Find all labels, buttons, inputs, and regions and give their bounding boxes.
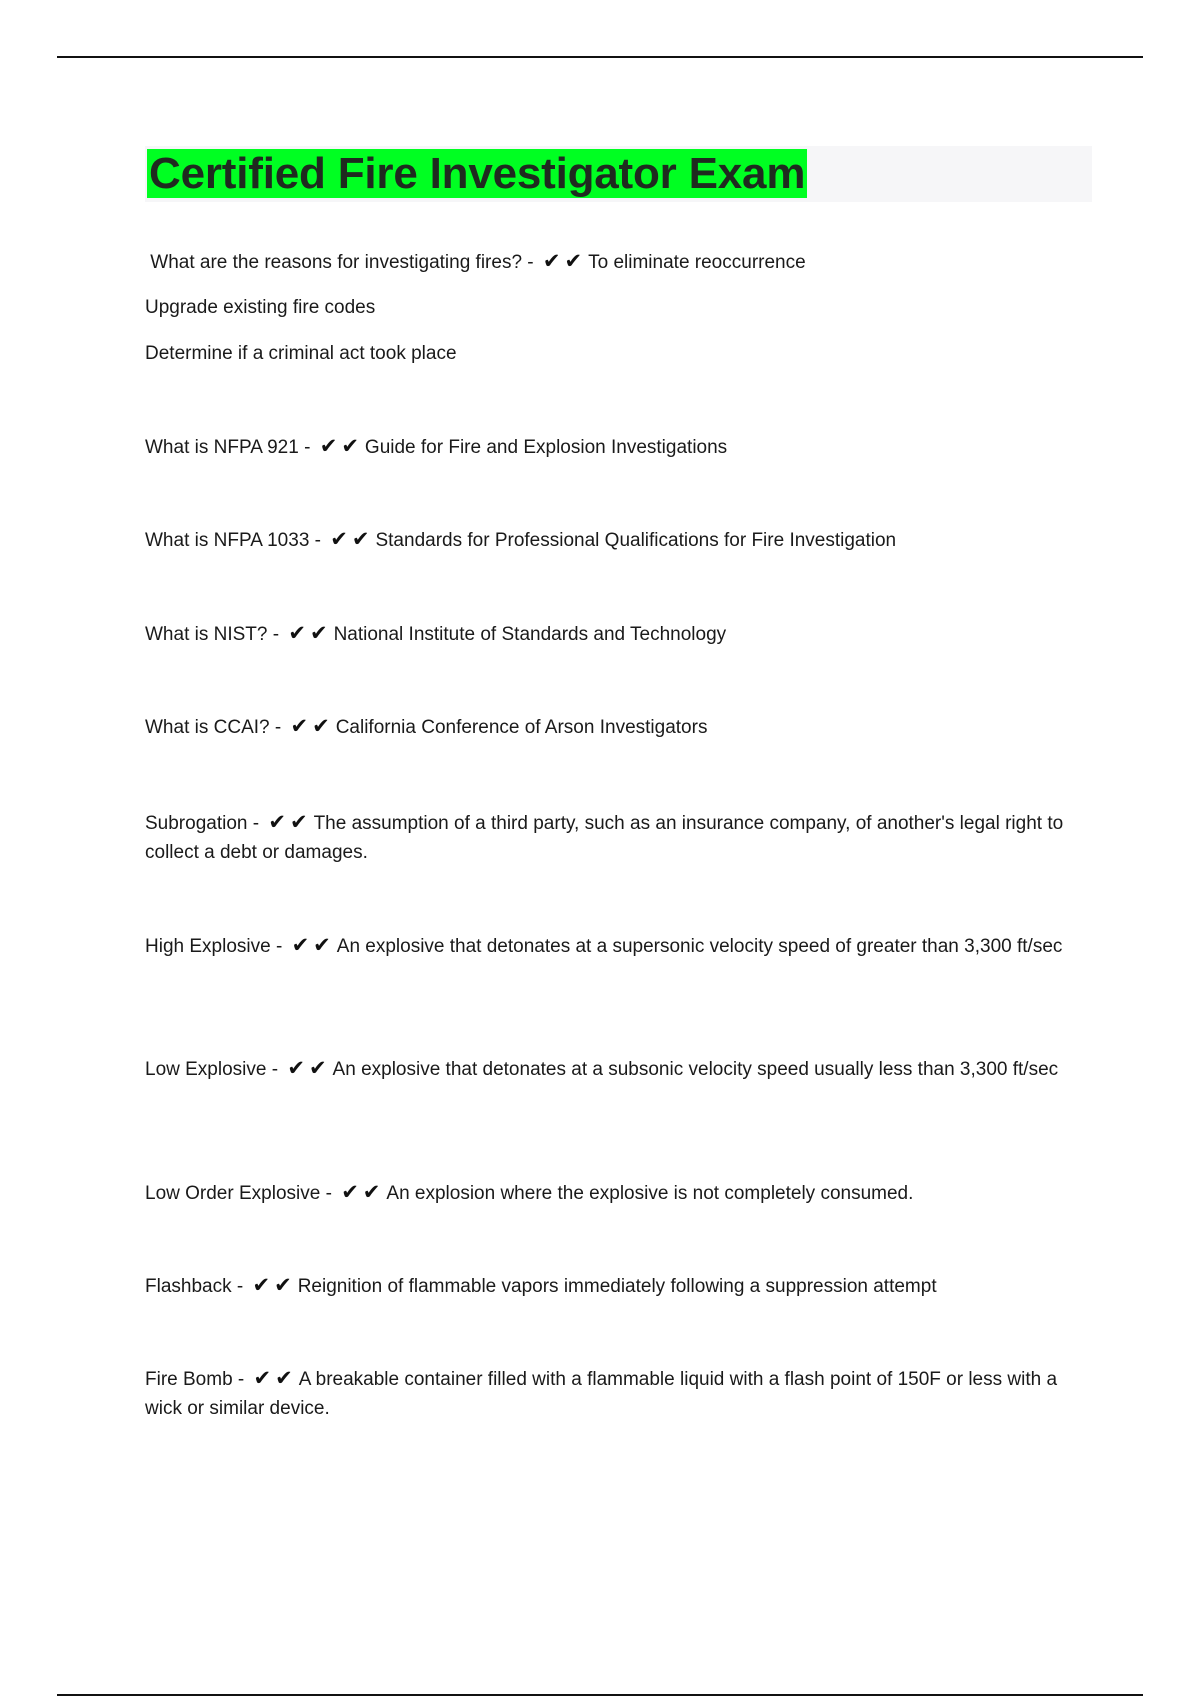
checkmark-icon: ✔✔: [253, 1366, 297, 1390]
question-text: What is NFPA 1033 -: [145, 530, 321, 551]
page-title: [145, 146, 809, 202]
checkmark-icon: ✔✔: [268, 810, 312, 834]
answer-text: An explosive that detonates at a subsonic velocity speed usually less than 3,300 ft/sec: [332, 1059, 1059, 1080]
qa-item: [145, 247, 1075, 277]
qa-item: [145, 1271, 1075, 1301]
question-text: Flashback -: [145, 1276, 244, 1297]
question-text: What are the reasons for investigating fires? -: [145, 252, 534, 273]
checkmark-icon: ✔✔: [291, 933, 335, 957]
question-text: Fire Bomb -: [145, 1369, 245, 1390]
answer-continuation: [145, 339, 1075, 368]
checkmark-icon: ✔✔: [252, 1273, 296, 1297]
qa-item: [145, 1178, 1075, 1208]
answer-continuation: [145, 293, 1075, 322]
checkmark-icon: ✔✔: [542, 249, 587, 273]
checkmark-icon: ✔✔: [319, 434, 363, 458]
answer-text: A breakable container filled with a flammable liquid with a flash point of 150F or less with a wick or similar device.: [145, 1369, 1058, 1419]
answer-text: Guide for Fire and Explosion Investigations: [364, 437, 728, 458]
answer-text: The assumption of a third party, such as an insurance company, of another's legal right to collect a debt or damages.: [145, 813, 1064, 863]
question-text: What is NFPA 921 -: [145, 437, 311, 458]
answer-text: To eliminate reoccurrence: [588, 252, 806, 273]
question-text: Low Explosive -: [145, 1059, 279, 1080]
checkmark-icon: ✔✔: [287, 1056, 331, 1080]
answer-text: An explosive that detonates at a supersonic velocity speed of greater than 3,300 ft/sec: [336, 936, 1063, 957]
answer-text: California Conference of Arson Investigators: [335, 717, 708, 738]
checkmark-icon: ✔✔: [341, 1180, 385, 1204]
question-text: Low Order Explosive -: [145, 1183, 332, 1204]
bottom-rule: [57, 1694, 1143, 1696]
answer-text: An explosion where the explosive is not completely consumed.: [386, 1183, 914, 1204]
answer-text: Reignition of flammable vapors immediately following a suppression attempt: [297, 1276, 937, 1297]
qa-item: [145, 712, 1075, 742]
qa-item: [145, 525, 1075, 555]
checkmark-icon: ✔✔: [330, 527, 374, 551]
answer-text: National Institute of Standards and Technology: [333, 624, 727, 645]
qa-item: [145, 1364, 1075, 1423]
question-text: What is NIST? -: [145, 624, 280, 645]
qa-item: [145, 432, 1075, 462]
checkmark-icon: ✔✔: [288, 621, 332, 645]
qa-item: [145, 808, 1075, 867]
answer-line: Upgrade existing fire codes: [145, 297, 376, 318]
qa-item: [145, 1054, 1075, 1084]
qa-item: [145, 619, 1075, 649]
top-rule: [57, 56, 1143, 58]
question-text: Subrogation -: [145, 813, 260, 834]
qa-item: [145, 931, 1075, 961]
question-text: High Explosive -: [145, 936, 283, 957]
checkmark-icon: ✔✔: [290, 714, 334, 738]
answer-text: Standards for Professional Qualifications for Fire Investigation: [375, 530, 897, 551]
title-highlight: Certified Fire Investigator Exam: [149, 149, 806, 198]
answer-line: Determine if a criminal act took place: [145, 343, 457, 364]
question-text: What is CCAI? -: [145, 717, 282, 738]
